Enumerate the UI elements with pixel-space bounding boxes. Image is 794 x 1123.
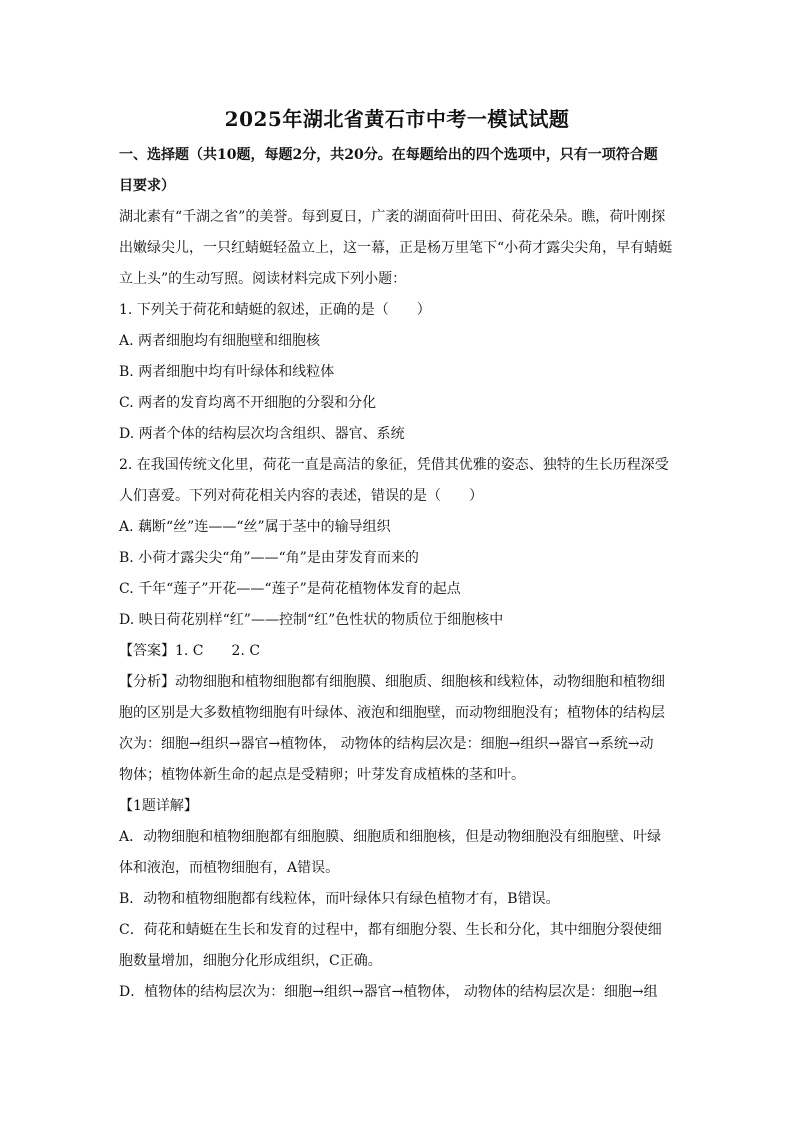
question-2-cont: 人们喜爱。下列对荷花相关内容的表述，错误的是（ ）: [119, 488, 483, 504]
question-1-option-d: D. 两者个体的结构层次均含组织、器官、系统: [119, 426, 405, 442]
question-2-option-a: A. 藕断“丝”连——“丝”属于茎中的输导组织: [119, 519, 391, 535]
question-1-option-b: B. 两者细胞中均有叶绿体和线粒体: [119, 364, 335, 380]
explanation-line: D．植物体的结构层次为：细胞→组织→器官→植物体， 动物体的结构层次是：细胞→组: [119, 984, 658, 1000]
explanation-line: B．动物和植物细胞都有线粒体，而叶绿体只有绿色植物才有，B错误。: [119, 891, 560, 907]
explanation-heading: 【1题详解】: [119, 798, 198, 814]
section-heading-cont: 目要求）: [119, 178, 175, 194]
passage-line: 立上头”的生动写照。阅读材料完成下列小题：: [119, 271, 407, 287]
passage-line: 出嫩绿尖儿，一只红蜻蜓轻盈立上，这一幕，正是杨万里笔下“小荷才露尖尖角，早有蜻蜓: [119, 240, 673, 256]
question-2: 2. 在我国传统文化里，荷花一直是高洁的象征，凭借其优雅的姿态、独特的生长历程深受: [119, 457, 669, 473]
answer-line: 【答案】1. C 2. C: [119, 643, 261, 659]
page-title: 2025年湖北省黄石市中考一模试试题: [224, 107, 570, 131]
question-2-option-b: B. 小荷才露尖尖“角”——“角”是由芽发育而来的: [119, 550, 419, 566]
question-1-option-a: A. 两者细胞均有细胞壁和细胞核: [119, 333, 321, 349]
passage-line: 湖北素有“千湖之省”的美誉。每到夏日，广袤的湖面荷叶田田、荷花朵朵。瞧，荷叶刚探: [119, 209, 666, 225]
explanation-line: C．荷花和蜻蜓在生长和发育的过程中，都有细胞分裂、生长和分化，其中细胞分裂使细: [119, 922, 662, 938]
question-2-option-d: D. 映日荷花别样“红”——控制“红”色性状的物质位于细胞核中: [119, 612, 504, 628]
analysis-line: 次为：细胞→组织→器官→植物体， 动物体的结构层次是：细胞→组织→器官→系统→动: [119, 736, 654, 752]
analysis-line: 【分析】动物细胞和植物细胞都有细胞膜、细胞质、细胞核和线粒体，动物细胞和植物细: [119, 674, 665, 690]
question-1: 1. 下列关于荷花和蜻蜓的叙述，正确的是（ ）: [119, 302, 431, 318]
analysis-line: 胞的区别是大多数植物细胞有叶绿体、液泡和细胞壁，而动物细胞没有；植物体的结构层: [119, 705, 665, 721]
section-heading: 一、选择题（共10题，每题2分，共20分。在每题给出的四个选项中，只有一项符合题: [119, 147, 658, 163]
analysis-line: 物体；植物体新生命的起点是受精卵；叶芽发育成植株的茎和叶。: [119, 767, 525, 783]
document-body: [119, 140, 679, 1008]
explanation-line: 体和液泡，而植物细胞有，A错误。: [119, 860, 340, 876]
question-1-option-c: C. 两者的发育均离不开细胞的分裂和分化: [119, 395, 377, 411]
explanation-line: A．动物细胞和植物细胞都有细胞膜、细胞质和细胞核，但是动物细胞没有细胞壁、叶绿: [119, 829, 662, 845]
explanation-line: 胞数量增加，细胞分化形成组织，C正确。: [119, 953, 382, 969]
question-2-option-c: C. 千年“莲子”开花——“莲子”是荷花植物体发育的起点: [119, 581, 461, 597]
